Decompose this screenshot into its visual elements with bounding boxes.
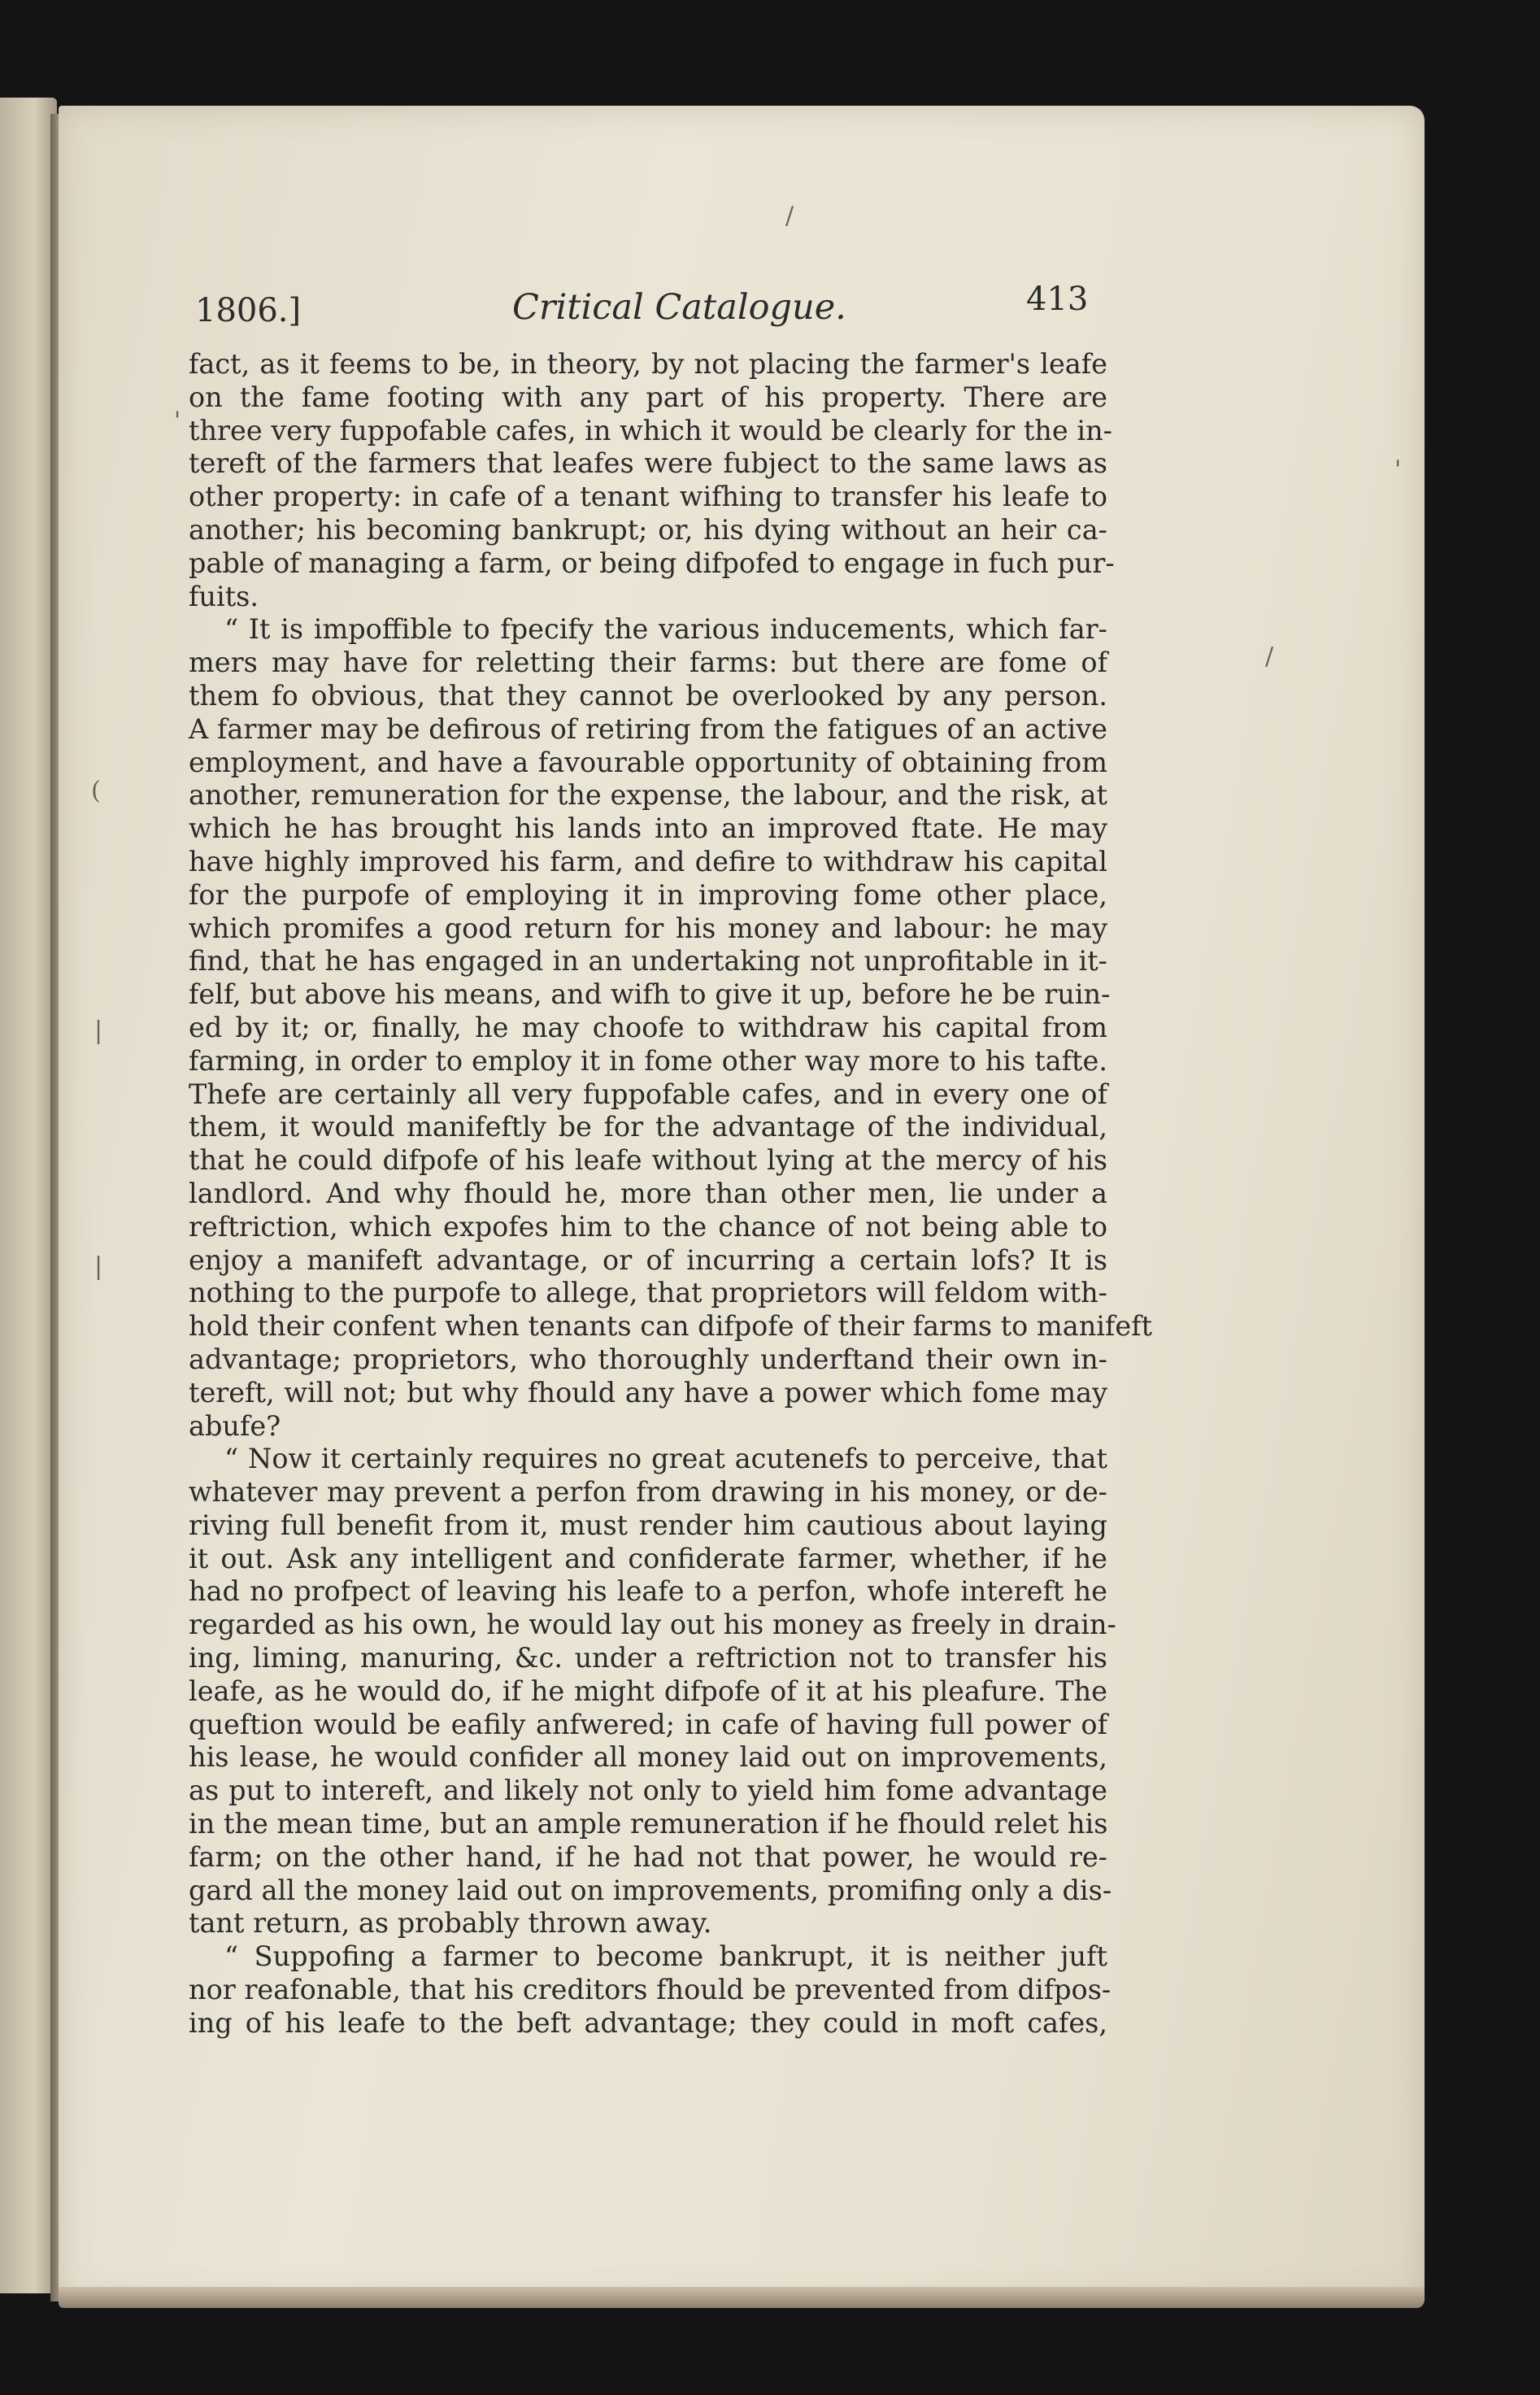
text-line: find, that he has engaged in an undertaking not unprofitable in it-	[189, 945, 1107, 978]
text-line: A farmer may be defirous of retiring from the fatigues of an active	[189, 712, 1107, 745]
text-line: farm; on the other hand, if he had not that power, he would re-	[189, 1840, 1107, 1873]
text-line: for the purpofe of employing it in improving fome other place,	[189, 878, 1107, 911]
text-line: tant return, as probably thrown away.	[189, 1907, 712, 1940]
stray-mark: /	[785, 202, 794, 230]
page-number: 413	[1026, 281, 1089, 318]
text-line: his lease, he would confider all money laid out on improvements,	[189, 1741, 1107, 1774]
stray-mark: /	[1265, 642, 1274, 671]
text-line: reftriction, which expofes him to the chance of not being able to	[189, 1210, 1107, 1243]
stray-mark: |	[94, 1252, 103, 1281]
text-line: abufe?	[189, 1409, 281, 1442]
running-header	[0, 281, 1540, 329]
text-line: tereft, will not; but why fhould any have a power which fome may	[189, 1376, 1107, 1409]
text-line: felf, but above his means, and wifh to give it up, before he be ruin-	[189, 978, 1111, 1011]
text-line: Thefe are certainly all very fuppofable cafes, and in every one of	[189, 1078, 1107, 1110]
stray-mark: (	[91, 777, 101, 805]
text-line: queftion would be eafily anfwered; in cafe of having full power of	[189, 1708, 1107, 1740]
text-line: them fo obvious, that they cannot be overlooked by any person.	[189, 679, 1107, 712]
text-line: hold their confent when tenants can difpofe of their farms to manifeft	[189, 1310, 1153, 1343]
text-line: nor reafonable, that his creditors fhould be prevented from difpos-	[189, 1974, 1111, 2006]
text-line: nothing to the purpofe to allege, that proprietors will feldom with-	[189, 1277, 1107, 1309]
text-line: “ Now it certainly requires no great acutenefs to perceive, that	[224, 1443, 1107, 1475]
text-line: ed by it; or, finally, he may choofe to withdraw his capital from	[189, 1011, 1107, 1043]
text-line: other property: in cafe of a tenant wifhing to transfer his leafe to	[189, 481, 1107, 513]
text-line: tereft of the farmers that leafes were fubject to the same laws as	[189, 447, 1107, 480]
text-line: it out. Ask any intelligent and confiderate farmer, whether, if he	[189, 1542, 1107, 1574]
text-line: riving full benefit from it, must render him cautious about laying	[189, 1509, 1107, 1541]
stray-mark: |	[94, 1017, 103, 1045]
text-line: which he has brought his lands into an improved ftate. He may	[189, 812, 1107, 845]
text-line: whatever may prevent a perfon from drawing in his money, or de-	[189, 1476, 1107, 1509]
text-line: in the mean time, but an ample remuneration if he fhould relet his	[189, 1808, 1108, 1840]
text-line: leafe, as he would do, if he might difpofe of it at his pleafure. The	[189, 1674, 1107, 1707]
text-line: on the fame footing with any part of his property. There are	[189, 381, 1107, 413]
text-line: “ It is impoffible to fpecify the various inducements, which far-	[224, 613, 1107, 646]
header-year: 1806.]	[195, 292, 302, 329]
text-line: fact, as it feems to be, in theory, by not placing the farmer's leafe	[189, 348, 1107, 380]
body-text	[189, 348, 1153, 2040]
text-line: another, remuneration for the expense, the labour, and the risk, at	[189, 779, 1107, 812]
page-bottom-edge	[59, 2287, 1425, 2308]
text-line: which promifes a good return for his money and labour: he may	[189, 912, 1107, 944]
stray-mark: '	[174, 407, 181, 435]
text-line: them, it would manifeftly be for the advantage of the individual,	[189, 1111, 1107, 1143]
text-line: regarded as his own, he would lay out his money as freely in drain-	[189, 1609, 1116, 1641]
text-line: employment, and have a favourable opportunity of obtaining from	[189, 746, 1107, 778]
text-line: another; his becoming bankrupt; or, his dying without an heir ca-	[189, 513, 1107, 546]
text-line: pable of managing a farm, or being difpofed to engage in fuch pur-	[189, 546, 1115, 579]
text-line: ing of his leafe to the beft advantage; they could in moft cafes,	[189, 2006, 1107, 2039]
text-line: “ Suppofing a farmer to become bankrupt, it is neither juft	[224, 1940, 1107, 1973]
text-line: enjoy a manifeft advantage, or of incurring a certain lofs? It is	[189, 1243, 1107, 1276]
text-line: farming, in order to employ it in fome other way more to his tafte.	[189, 1044, 1107, 1077]
left-page-edge	[0, 98, 57, 2293]
text-line: landlord. And why fhould he, more than other men, lie under a	[189, 1177, 1107, 1209]
text-line: have highly improved his farm, and defire to withdraw his capital	[189, 845, 1107, 877]
text-line: that he could difpofe of his leafe without lying at the mercy of his	[189, 1144, 1107, 1177]
stray-mark: '	[1394, 455, 1402, 484]
text-line: mers may have for reletting their farms: but there are fome of	[189, 647, 1107, 679]
text-line: as put to intereft, and likely not only to yield him fome advantage	[189, 1774, 1107, 1807]
text-line: three very fuppofable cafes, in which it would be clearly for the in-	[189, 414, 1112, 446]
text-line: ing, liming, manuring, &c. under a reftriction not to transfer his	[189, 1642, 1107, 1674]
text-line: gard all the money laid out on improvements, promifing only a dis-	[189, 1874, 1112, 1906]
header-title: Critical Catalogue.	[512, 287, 846, 328]
text-line: advantage; proprietors, who thoroughly underftand their own in-	[189, 1343, 1107, 1375]
text-line: fuits.	[189, 580, 259, 612]
text-line: had no profpect of leaving his leafe to a perfon, whofe intereft he	[189, 1575, 1107, 1608]
